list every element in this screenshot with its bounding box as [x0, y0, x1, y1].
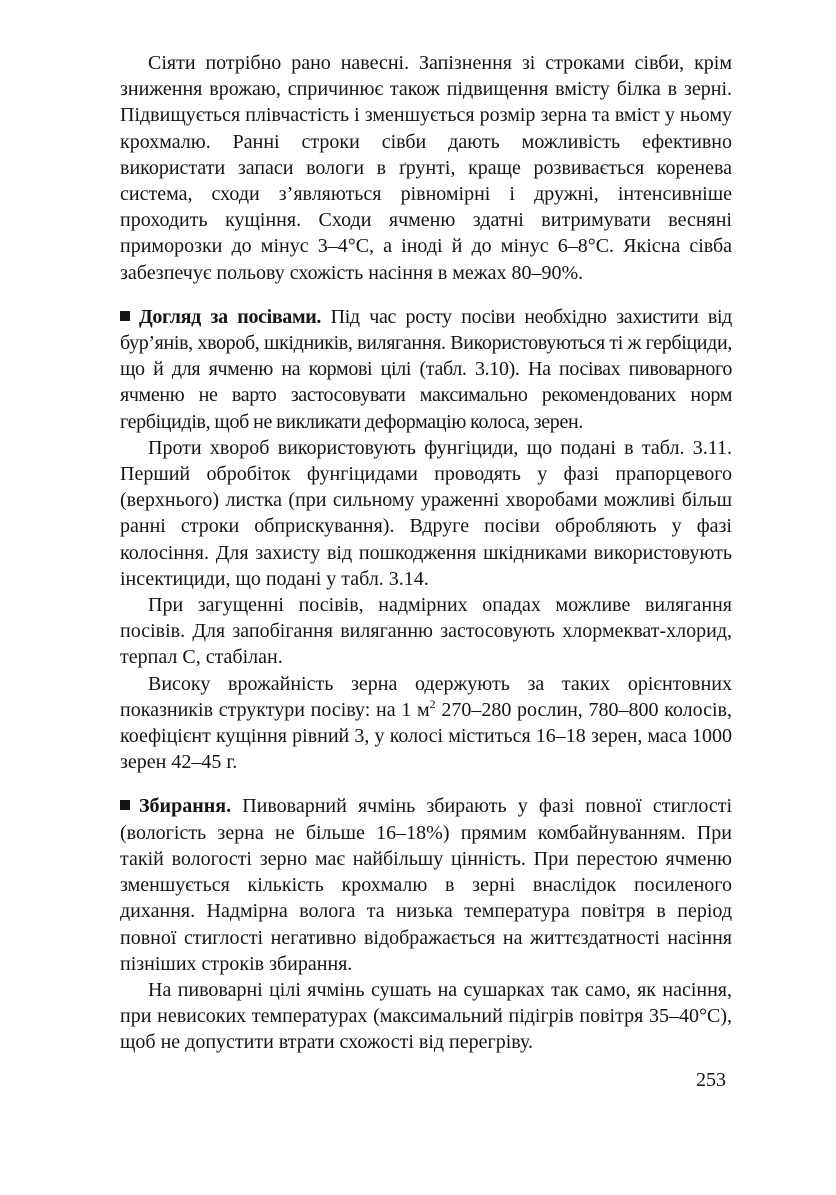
care-section-text: Під час росту посіви необхідно захистити від бур’янів, хвороб, шкідників, вилягання. Використовуються ті ж гербіциди, що й для ячменю на кормові цілі (табл. 3.10). На посівах пивоварного ячменю не варто застосовувати максимально рекомендованих норм гербіцидів, щоб не викликати деформацію колоса, зерен. [120, 305, 732, 433]
yield-structure-paragraph [120, 671, 732, 776]
harvest-section-paragraph [120, 793, 732, 976]
yield-text-end: 270–280 рослин, 780–800 колосів, коефіцієнт кущіння рівний 3, у колосі міститься 16–18 зерен, маса 1000 зерен 42–45 г. [120, 698, 732, 774]
page-number: 253 [696, 1069, 726, 1091]
care-section-paragraph [120, 304, 732, 435]
fungicide-paragraph: Проти хвороб використовують фунгіциди, що подані в табл. 3.11. Перший обробіток фунгіцидами проводять у фазі прапорцевого (верхнього) листка (при сильному ураженні хворобами можливі більш ранні строки обприскування). Вдруге посіви обробляють у фазі колосіння. Для захисту від пошкодження шкідниками використовують інсектициди, що подані у табл. 3.14. [120, 436, 732, 590]
drying-paragraph: На пивоварні цілі ячмінь сушать на сушарках так само, як насіння, при невисоких температурах (максимальний підігрів повітря 35–40°С), щоб не допустити втрати схожості від перегріву. [120, 978, 732, 1054]
yield-text-start: Високу врожайність зерна одержують за таких орієнтовних показників структури посіву: на 1 м [120, 672, 732, 721]
section-bullet-icon [120, 800, 130, 810]
section-bullet-icon [120, 311, 130, 321]
intro-paragraph: Сіяти потрібно рано навесні. Запізнення зі строками сівби, крім зниження врожаю, спричинює також підвищення вмісту білка в зерні. Підвищується плівчастість і зменшується розмір зерна та вміст у ньому крохмалю. Ранні строки сівби дають можливість ефективно використати запаси вологи в ґрунті, краще розвивається коренева система, сходи з’являються рівномірні і дружні, інтенсивніше проходить кущіння. Сходи ячменю здатні витримувати весняні приморозки до мінус 3–4°С, а іноді й до мінус 6–8°С. Якісна сівба забезпечує польову схожість насіння в межах 80–90%. [120, 52, 732, 284]
lodging-paragraph: При загущенні посівів, надмірних опадах можливе вилягання посівів. Для запобігання виляганню застосовують хлормекват-хлорид, терпал С, стабілан. [120, 594, 732, 669]
care-section-heading: Догляд за посівами. [139, 305, 322, 328]
page-body [120, 50, 732, 1056]
square-meter-superscript: 2 [429, 696, 436, 711]
harvest-section-heading: Збирання. [139, 795, 232, 818]
harvest-section-text: Пивоварний ячмінь збирають у фазі повної стиглості (вологість зерна не більше 16–18%) прямим комбайнуванням. При такій вологості зерно має найбільшу цінність. При перестою ячменю зменшується кількість крохмалю в зерні внаслідок посиленого дихання. Надмірна волога та низька температура повітря в період повної стиглості негативно відображається на життєздатності насіння пізніших строків збирання. [120, 795, 732, 975]
